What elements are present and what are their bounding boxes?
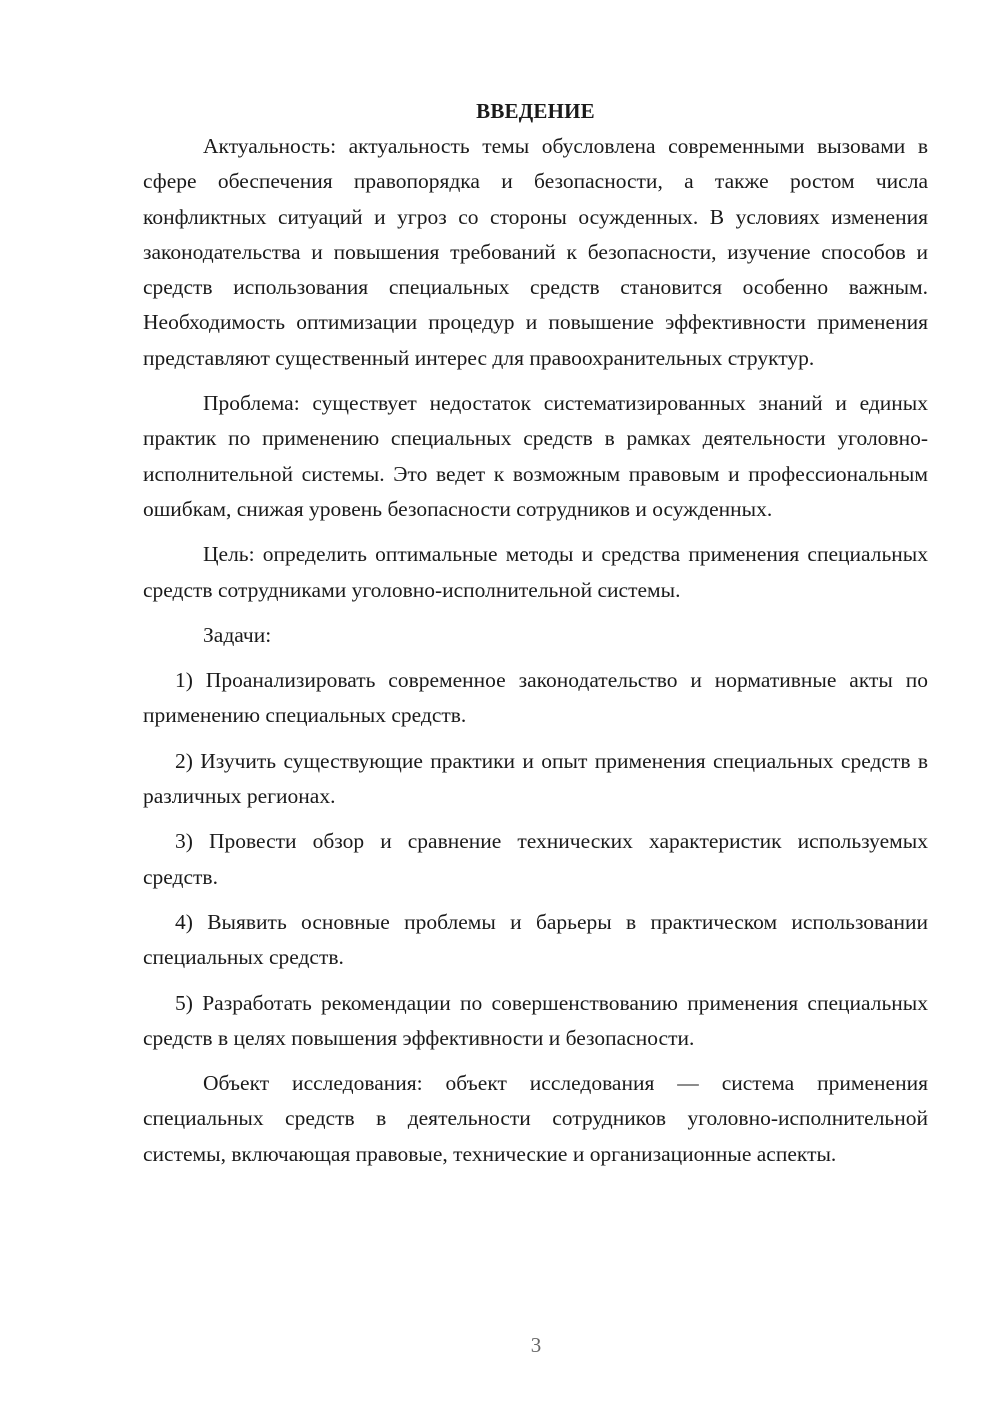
page-title: ВВЕДЕНИЕ xyxy=(476,99,595,123)
paragraph-relevance: Актуальность: актуальность темы обусловлена современными вызовами в сфере обеспечения правопорядка и безопасности, а также ростом числа конфликтных ситуаций и угроз со стороны осужденных. В условиях изменения законодательства и повышения требований к безопасности, изучение способов и средств использования специальных средств становится особенно важным. Необходимость оптимизации процедур и повышение эффективности применения представляют существенный интерес для правоохранительных структур. xyxy=(143,134,928,370)
task-item-1: 1) Проанализировать современное законодательство и нормативные акты по применению специальных средств. xyxy=(143,668,928,728)
tasks-heading: Задачи: xyxy=(203,622,272,647)
page-number: 3 xyxy=(530,1333,542,1357)
paragraph-object: Объект исследования: объект исследования — система применения специальных средств в деятельности сотрудников уголовно-исполнительной системы, включающая правовые, технические и организационные аспекты. xyxy=(143,1071,928,1166)
task-item-3: 3) Провести обзор и сравнение технических характеристик используемых средств. xyxy=(143,829,928,889)
task-item-4: 4) Выявить основные проблемы и барьеры в практическом использовании специальных средств. xyxy=(143,909,928,970)
paragraph-goal: Цель: определить оптимальные методы и средства применения специальных средств сотрудниками уголовно-исполнительной системы. xyxy=(143,542,928,602)
page-content xyxy=(143,94,928,1172)
task-item-5: 5) Разработать рекомендации по совершенствованию применения специальных средств в целях повышения эффективности и безопасности. xyxy=(143,990,928,1050)
paragraph-problem: Проблема: существует недостаток систематизированных знаний и единых практик по применению специальных средств в рамках деятельности уголовно-исполнительной системы. Это ведет к возможным правовым и профессиональным ошибкам, снижая уровень безопасности сотрудников и осужденных. xyxy=(143,391,928,521)
task-item-2: 2) Изучить существующие практики и опыт применения специальных средств в различных регионах. xyxy=(143,748,928,809)
